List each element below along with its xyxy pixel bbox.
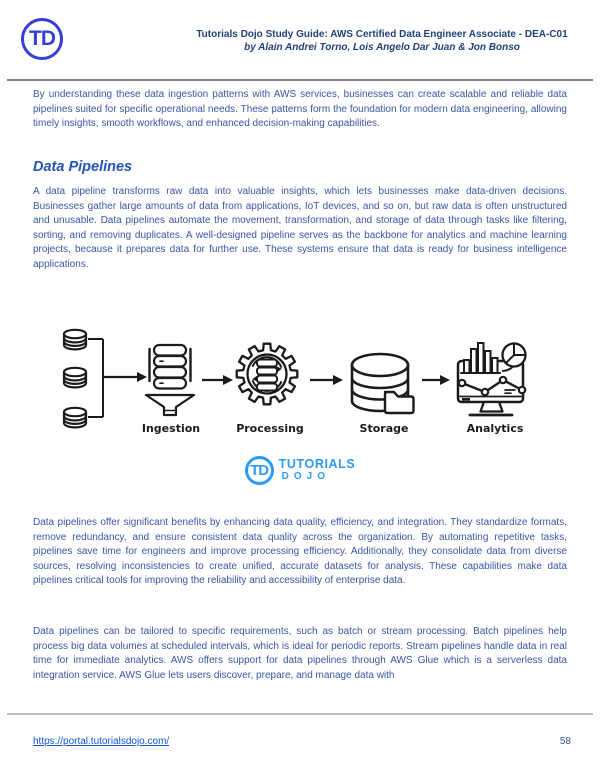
stage-label-processing: Processing: [236, 422, 304, 435]
section-heading: Data Pipelines: [33, 159, 133, 175]
analytics-icon: [458, 343, 526, 415]
ingestion-icon: [146, 345, 194, 415]
dojo-td-circle-icon: [245, 456, 274, 485]
storage-icon: [352, 354, 414, 413]
td-logo-text: TD: [29, 27, 55, 50]
header-divider: [7, 79, 593, 81]
pipeline-paragraph: A data pipeline transforms raw data into valuable insights, which lets businesses make data-driven decisions. Businesses gather large amounts of data from applications, IoT devices, and so on, but raw data is often unstructured and unusable. Data pipelines automate the movement, transformation, and storage of data through tasks like filtering, sorting, and removing duplicates. A well-designed pipeline serves as the backbone for analytics and machine learning projects, because it prepares data for further use. These systems ensure that data is ready for business intelligence applications.: [33, 186, 567, 270]
page-number: 58: [559, 736, 571, 747]
stage-label-storage: Storage: [359, 422, 409, 435]
data-pipeline-diagram: [33, 318, 567, 442]
benefits-paragraph: Data pipelines offer significant benefits by enhancing data quality, efficiency, and integration. They standardize formats, remove redundancy, and ensure consistent data quality across the organization. By automating repetitive tasks, pipelines save time for engineers and improve processing efficiency. Additionally, they consolidate data from diverse sources, resolving inconsistencies to create unified, accurate datasets for analysis. These capabilities make data pipelines critical tools for improving the reliability and accessibility of enterprise data.: [33, 517, 567, 587]
flow-arrow-3: [422, 375, 450, 385]
page-header: [172, 28, 592, 54]
dojo-word-dojo: DOJO: [281, 471, 330, 482]
tutorials-dojo-logo-icon: [21, 18, 63, 60]
dojo-word-tutorials: TUTORIALS: [278, 457, 356, 471]
footer-portal-link[interactable]: https://portal.tutorialsdojo.com/: [33, 736, 170, 747]
source-databases-icon: [64, 330, 86, 428]
footer-divider: [7, 713, 593, 715]
dojo-wordmark: [279, 458, 356, 483]
flow-arrow-1: [202, 375, 233, 385]
stage-label-analytics: Analytics: [466, 422, 524, 435]
dojo-td-text: TD: [250, 462, 269, 479]
tutorials-dojo-watermark: [0, 456, 600, 485]
processing-icon: [237, 344, 298, 405]
flow-arrow-2: [310, 375, 343, 385]
stage-label-ingestion: Ingestion: [141, 422, 201, 435]
document-title: Tutorials Dojo Study Guide: AWS Certified Data Engineer Associate - DEA-C01: [196, 29, 568, 40]
batch-stream-paragraph: Data pipelines can be tailored to specific requirements, such as batch or stream processing. Batch pipelines help process big data volumes at scheduled intervals, which is ideal for periodic reports. Stream pipelines handle data in real time for immediate analytics. AWS offers support for data pipelines through AWS Glue which is a serverless data integration service. AWS Glue lets users discover, prepare, and manage data with: [33, 626, 567, 681]
intro-paragraph: By understanding these data ingestion patterns with AWS services, businesses can create scalable and reliable data pipelines suited for specific operational needs. These patterns form the foundation for modern data engineering, allowing timely insights, smooth workflows, and enhanced decision-making capabilities.: [33, 89, 567, 130]
sources-merge-arrow: [88, 339, 147, 417]
document-byline: by Alain Andrei Torno, Lois Angelo Dar Juan & Jon Bonso: [244, 42, 520, 53]
